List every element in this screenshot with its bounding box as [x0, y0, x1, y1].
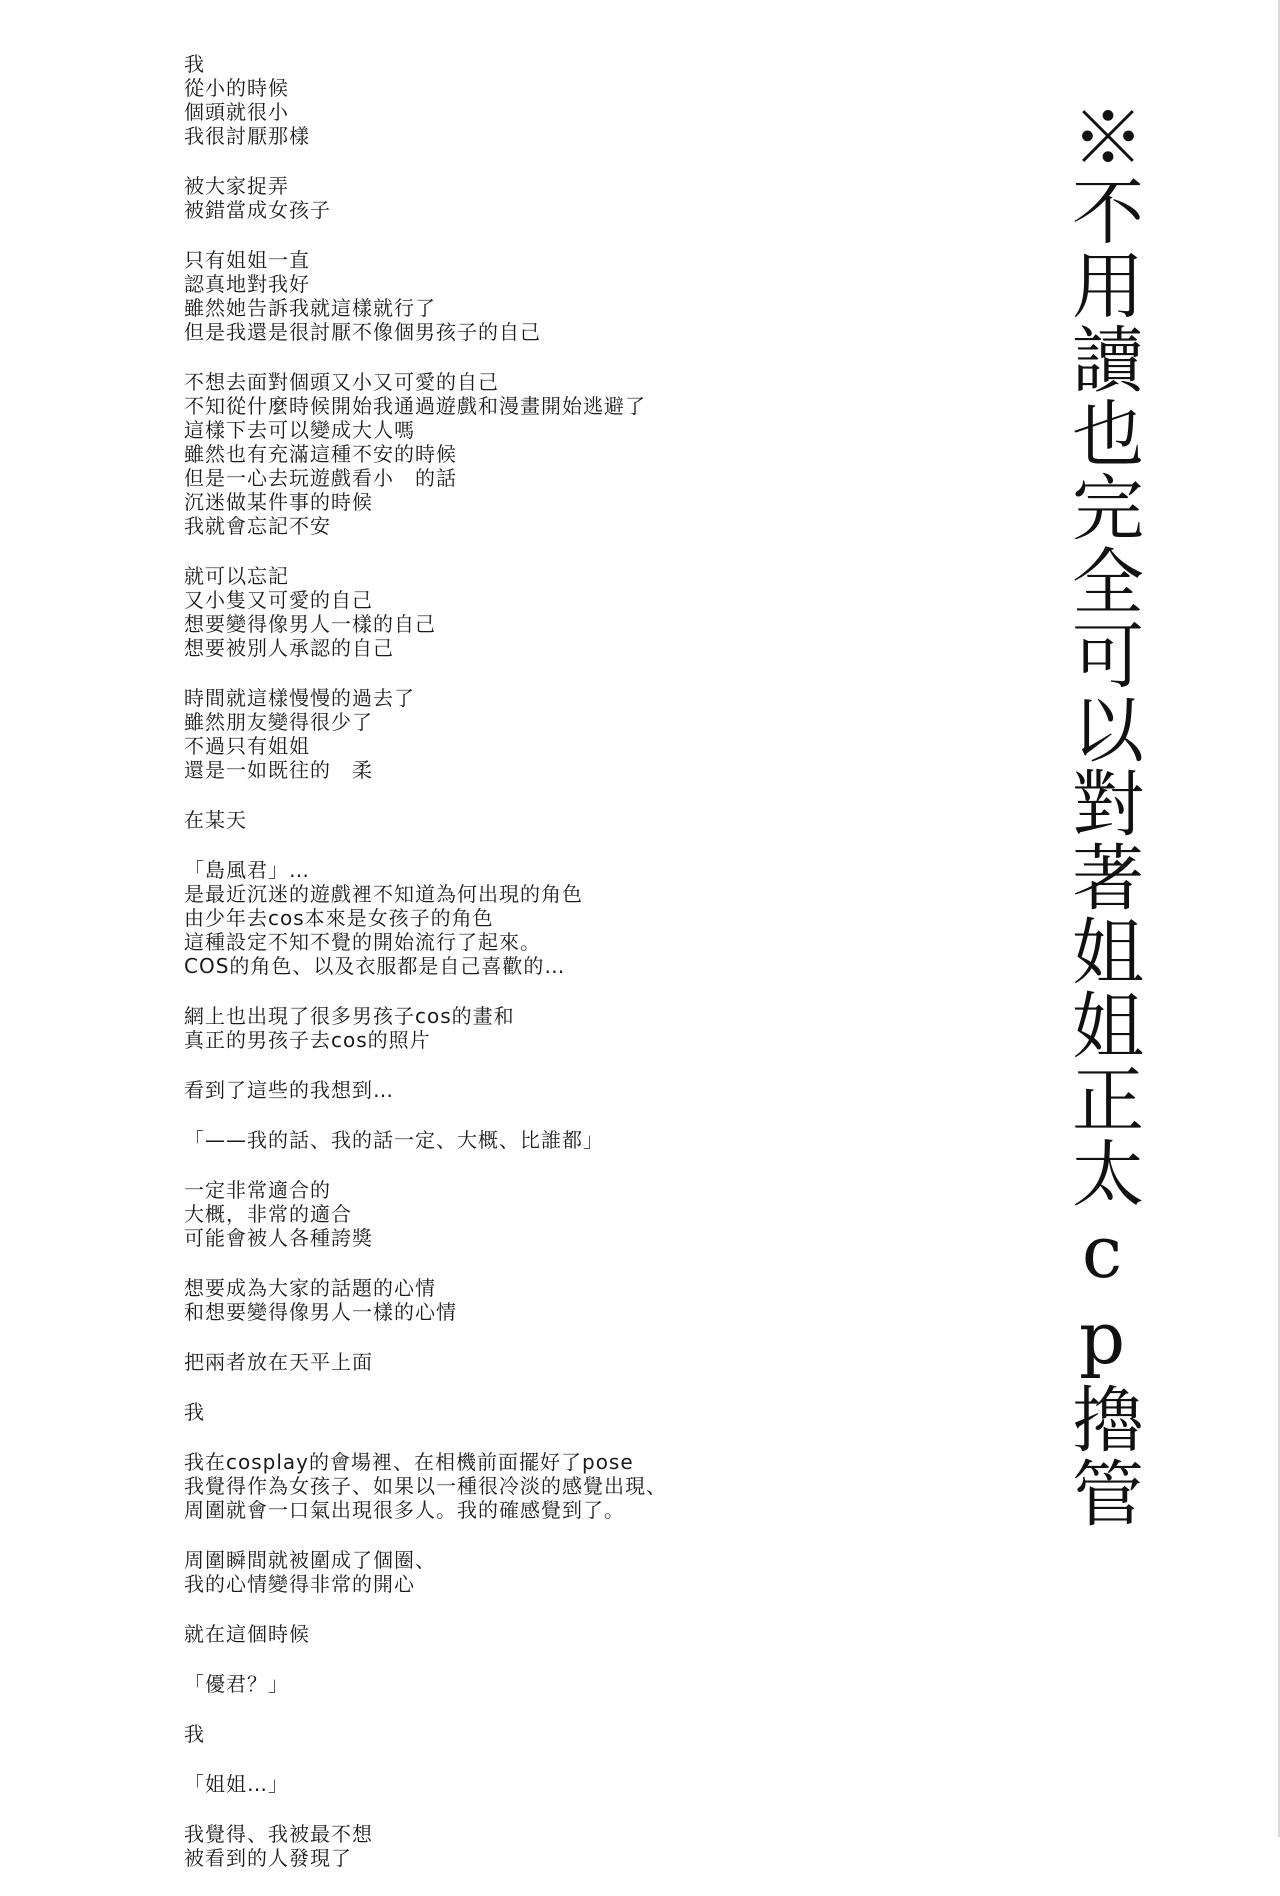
paragraph	[184, 858, 944, 978]
text-line: 想要成為大家的話題的心情	[184, 1276, 436, 1300]
paragraph	[184, 1772, 944, 1796]
text-line: 不知從什麼時候開始我通過遊戲和漫畫開始逃避了	[184, 394, 646, 418]
text-line: 在某天	[184, 808, 247, 832]
text-line: 是最近沉迷的遊戲裡不知道為何出現的角色	[184, 882, 583, 906]
paragraph	[184, 1548, 944, 1596]
text-line: 想要變得像男人一樣的自己	[184, 612, 436, 636]
paragraph	[184, 1822, 944, 1870]
text-line: 就在這個時候	[184, 1622, 310, 1646]
text-line: 認真地對我好	[184, 272, 310, 296]
text-line: 個頭就很小	[184, 100, 289, 124]
text-line: 只有姐姐一直	[184, 248, 310, 272]
text-line: 想要被別人承認的自己	[184, 636, 394, 660]
text-line: 雖然朋友變得很少了	[184, 710, 373, 734]
paragraph	[184, 1622, 944, 1646]
text-line: 網上也出現了很多男孩子cos的畫和	[184, 1004, 515, 1028]
paragraph	[184, 1004, 944, 1052]
text-line: COS的角色、以及衣服都是自己喜歡的…	[184, 954, 566, 978]
text-line: 我覺得、我被最不想	[184, 1822, 373, 1846]
text-line: 但是我還是很討厭不像個男孩子的自己	[184, 320, 541, 344]
paragraph	[184, 1178, 944, 1250]
text-line: 不想去面對個頭又小又可愛的自己	[184, 370, 499, 394]
paragraph	[184, 564, 944, 660]
text-line: 又小隻又可愛的自己	[184, 588, 373, 612]
vertical-title: ※不用讀也完全可以對著姐姐正太cp擼管	[1060, 100, 1144, 1530]
text-line: 被大家捉弄	[184, 174, 289, 198]
text-line: 我很討厭那樣	[184, 124, 310, 148]
text-line: 雖然她告訴我就這樣就行了	[184, 296, 436, 320]
text-line: 這樣下去可以變成大人嗎	[184, 418, 415, 442]
text-line: 「姐姐…」	[184, 1772, 289, 1796]
text-line: 周圍就會一口氣出現很多人。我的確感覺到了。	[184, 1498, 625, 1522]
text-line: 從小的時候	[184, 76, 289, 100]
paragraph	[184, 686, 944, 782]
text-line: 一定非常適合的	[184, 1178, 331, 1202]
paragraph	[184, 1078, 944, 1102]
text-line: 我覺得作為女孩子、如果以一種很冷淡的感覺出現、	[184, 1474, 667, 1498]
text-line: 「優君？」	[184, 1672, 289, 1696]
text-line: 還是一如既往的 柔	[184, 758, 373, 782]
text-line: 「島風君」…	[184, 858, 310, 882]
paragraph	[184, 1350, 944, 1374]
paragraph	[184, 1672, 944, 1696]
text-line: 沉迷做某件事的時候	[184, 490, 373, 514]
text-line: 真正的男孩子去cos的照片	[184, 1028, 431, 1052]
text-line: 被看到的人發現了	[184, 1846, 352, 1870]
paragraph	[184, 1276, 944, 1324]
text-line: 我	[184, 1400, 205, 1424]
text-line: 周圍瞬間就被圍成了個圈、	[184, 1548, 436, 1572]
paragraph	[184, 1450, 944, 1522]
text-line: 我在cosplay的會場裡、在相機前面擺好了pose	[184, 1450, 634, 1474]
paragraph	[184, 248, 944, 344]
paragraph	[184, 174, 944, 222]
text-line: 「——我的話、我的話一定、大概、比誰都」	[184, 1128, 604, 1152]
paragraph	[184, 1128, 944, 1152]
paragraph	[184, 1400, 944, 1424]
text-line: 把兩者放在天平上面	[184, 1350, 373, 1374]
text-line: 大概，非常的適合	[184, 1202, 352, 1226]
text-line: 由少年去cos本來是女孩子的角色	[184, 906, 494, 930]
story-text	[184, 52, 944, 1896]
text-line: 我	[184, 1722, 205, 1746]
text-line: 這種設定不知不覺的開始流行了起來。	[184, 930, 541, 954]
text-line: 但是一心去玩遊戲看小 的話	[184, 466, 457, 490]
text-line: 時間就這樣慢慢的過去了	[184, 686, 415, 710]
text-line: 不過只有姐姐	[184, 734, 310, 758]
text-line: 雖然也有充滿這種不安的時候	[184, 442, 457, 466]
text-line: 看到了這些的我想到…	[184, 1078, 394, 1102]
text-line: 就可以忘記	[184, 564, 289, 588]
text-line: 和想要變得像男人一樣的心情	[184, 1300, 457, 1324]
text-line: 我就會忘記不安	[184, 514, 331, 538]
text-line: 我	[184, 52, 205, 76]
text-line: 我的心情變得非常的開心	[184, 1572, 415, 1596]
paragraph	[184, 370, 944, 538]
paragraph	[184, 1722, 944, 1746]
paragraph	[184, 808, 944, 832]
text-line: 被錯當成女孩子	[184, 198, 331, 222]
paragraph	[184, 52, 944, 148]
text-line: 可能會被人各種誇獎	[184, 1226, 373, 1250]
